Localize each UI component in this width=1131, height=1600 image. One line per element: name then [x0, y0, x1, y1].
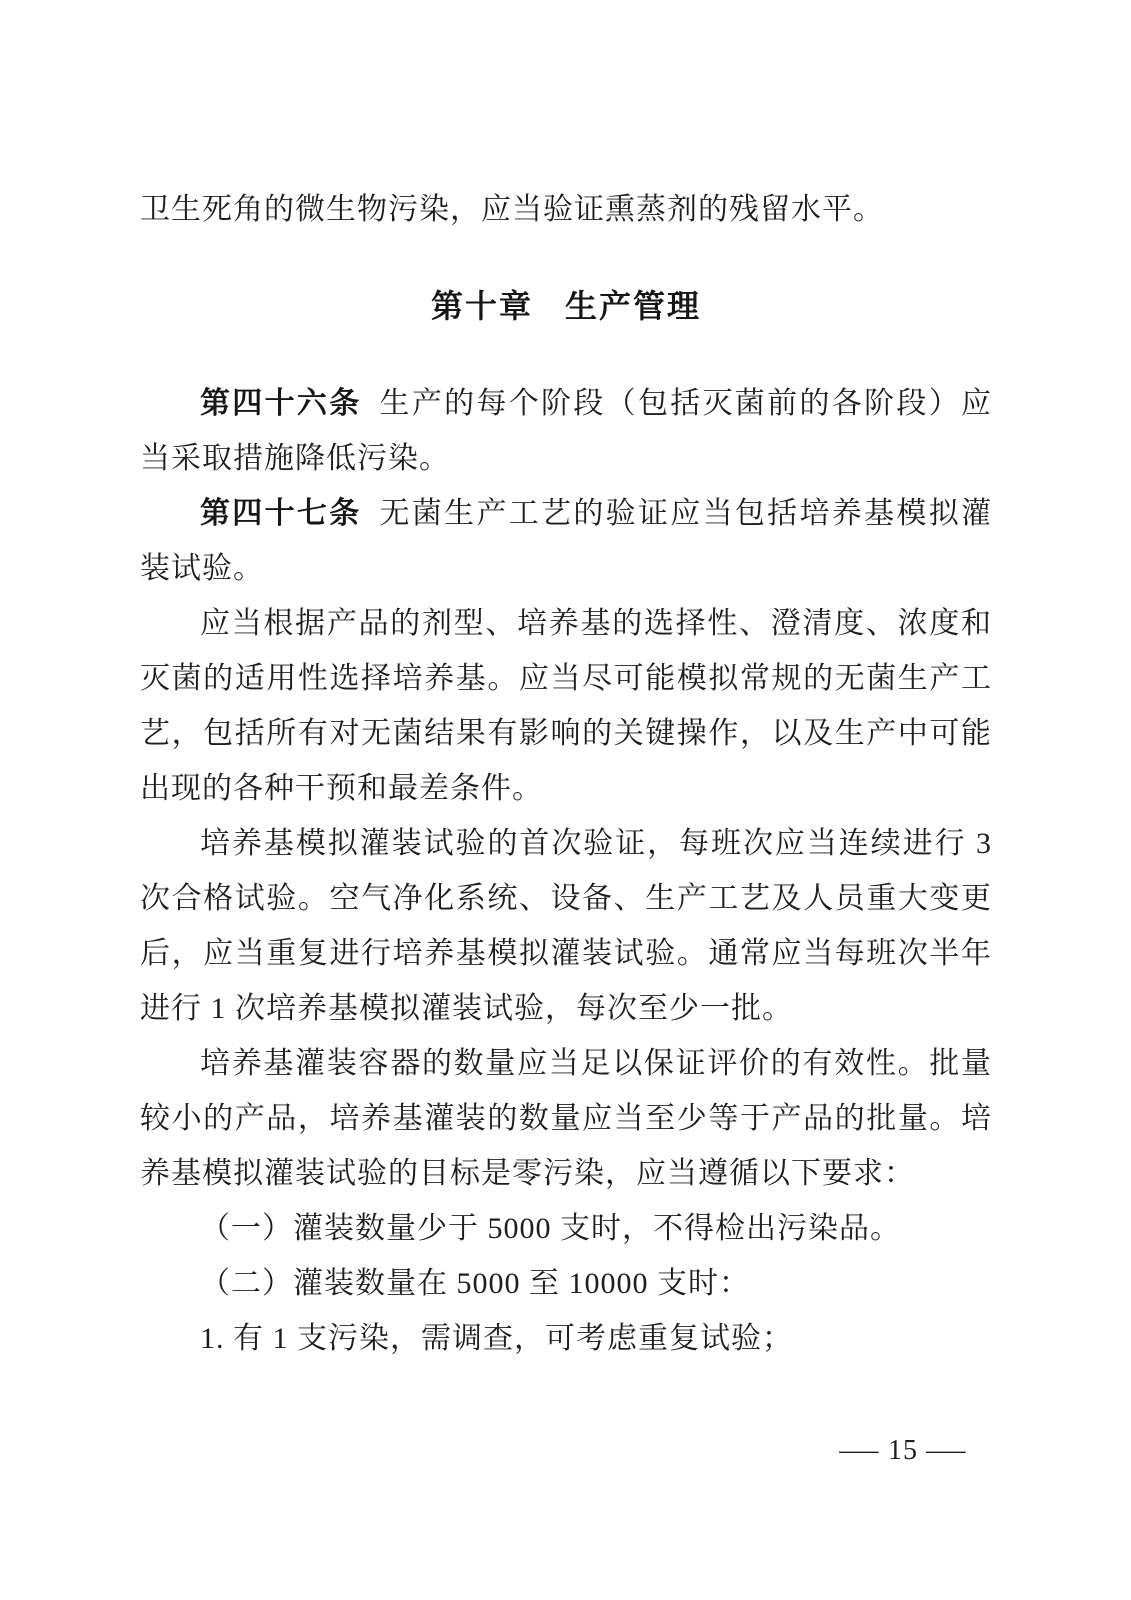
page-number-left-dash: — — [839, 1435, 880, 1466]
body-paragraph: 培养基模拟灌装试验的首次验证，每班次应当连续进行 3 次合格试验。空气净化系统、设备、生产工艺及人员重大变更后，应当重复进行培养基模拟灌装试验。通常应当每班次半年进行 1 次培养基模拟灌装试验，每次至少一批。 — [140, 827, 992, 1025]
chapter-number: 第十章 — [430, 288, 533, 324]
body-paragraph: 应当根据产品的剂型、培养基的选择性、澄清度、浓度和灭菌的适用性选择培养基。应当尽可能模拟常规的无菌生产工艺，包括所有对无菌结果有影响的关键操作，以及生产中可能出现的各种干预和最差条件。 — [140, 607, 992, 805]
body-paragraph: 培养基灌装容器的数量应当足以保证评价的有效性。批量较小的产品，培养基灌装的数量应当至少等于产品的批量。培养基模拟灌装试验的目标是零污染，应当遵循以下要求： — [140, 1047, 992, 1190]
page-number-right-dash: — — [926, 1435, 967, 1466]
list-item-paragraph: （一）灌装数量少于 5000 支时，不得检出污染品。 — [200, 1212, 901, 1245]
list-item-paragraph: 1. 有 1 支污染，需调查，可考虑重复试验； — [200, 1322, 793, 1355]
text-block — [140, 182, 992, 1366]
article-paragraph — [140, 376, 992, 486]
chapter-heading — [140, 279, 992, 334]
article-text: 无菌生产工艺的验证应当包括培养基模拟灌装试验。 — [140, 497, 993, 585]
article-number: 第四十七条 — [200, 497, 362, 530]
page-number — [831, 1434, 975, 1468]
page-number-value: 15 — [888, 1435, 918, 1466]
continuation-line: 卫生死角的微生物污染，应当验证熏蒸剂的残留水平。 — [140, 193, 884, 226]
article-paragraph — [140, 486, 992, 596]
chapter-title: 生产管理 — [565, 288, 702, 324]
article-text: 生产的每个阶段（包括灭菌前的各阶段）应当采取措施降低污染。 — [140, 387, 993, 475]
list-item-paragraph: （二）灌装数量在 5000 至 10000 支时： — [200, 1267, 750, 1300]
article-number: 第四十六条 — [200, 387, 362, 420]
